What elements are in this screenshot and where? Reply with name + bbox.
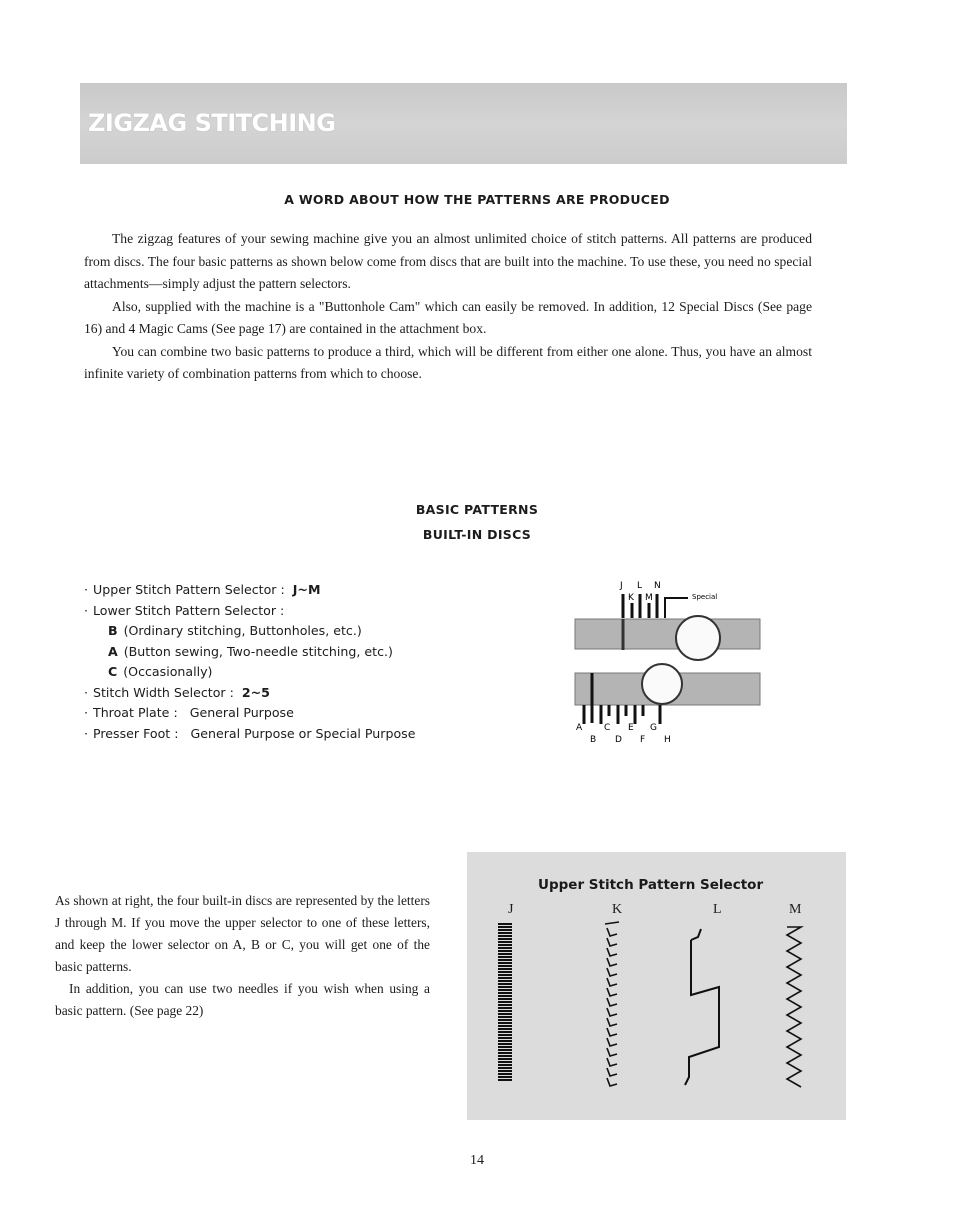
selector-diagram: [570, 578, 770, 748]
basic-patterns-heading: BASIC PATTERNS: [415, 502, 539, 517]
pattern-k-stitch: [605, 922, 619, 1086]
upper-selector-knob: [676, 616, 720, 660]
pattern-panel-title: Upper Stitch Pattern Selector: [538, 877, 764, 893]
svg-text:D: D: [615, 735, 622, 745]
lower-paragraph-2: In addition, you can use two needles if you wish when using a basic pattern. (See page 22): [55, 981, 430, 1018]
lower-selector-spec: · Lower Stitch Pattern Selector :: [84, 602, 285, 618]
page-title: ZIGZAG STITCHING: [88, 109, 336, 137]
pattern-j-stitch: [498, 924, 512, 1080]
label-l: L: [637, 581, 643, 591]
svg-text:C: C: [604, 723, 611, 733]
pattern-letter-j: J: [508, 902, 514, 917]
pattern-letter-l: L: [713, 902, 722, 917]
throat-plate-spec: · Throat Plate : General Purpose: [84, 705, 294, 720]
label-k: K: [628, 593, 634, 603]
stitch-width-value: 2~5: [241, 684, 270, 700]
lower-option-c: C (Occasionally): [108, 664, 213, 679]
page-number: 14: [470, 1153, 484, 1168]
upper-selector-spec: · Upper Stitch Pattern Selector : J~M: [84, 582, 321, 597]
lower-text: [55, 890, 430, 1022]
lower-option-a: A (Button sewing, Two-needle stitching, etc.): [108, 643, 393, 659]
svg-text:A: A: [576, 723, 583, 733]
lower-selector-ticks: [584, 705, 660, 724]
pattern-panel: [467, 852, 846, 1120]
intro-text: [84, 228, 812, 386]
upper-selector-value: J~M: [292, 582, 321, 597]
intro-paragraph-3: You can combine two basic patterns to produce a third, which will be different from either one alone. Thus, you have an almost infinite variety of combination patterns from which to choose.: [84, 343, 812, 381]
label-n: N: [654, 581, 661, 591]
pattern-letter-k: K: [612, 902, 623, 917]
title-banner: [80, 83, 847, 164]
lower-option-b: B (Ordinary stitching, Buttonholes, etc.): [108, 623, 362, 638]
pattern-m-stitch: [787, 927, 801, 1087]
presser-foot-spec: · Presser Foot : General Purpose or Special Purpose: [84, 725, 416, 741]
lower-selector-knob: [642, 664, 682, 704]
label-special: Special: [692, 593, 718, 601]
lower-paragraph-1: As shown at right, the four built-in discs are represented by the letters J through M. If you move the upper selector to one of these letters, and keep the lower selector on A, B or C, you will get one of the basic patterns.: [55, 893, 430, 974]
intro-paragraph-1: The zigzag features of your sewing machine give you an almost unlimited choice of stitch patterns. All patterns are produced from discs. The four basic patterns as shown below come from discs that are built into the machine. To use these, you need no special attachments—simply adjust the pattern selectors.: [84, 231, 812, 291]
pattern-l-stitch: [685, 929, 719, 1085]
settings-list: [84, 580, 514, 744]
svg-text:B: B: [590, 735, 597, 745]
svg-text:G: G: [650, 723, 657, 733]
built-in-discs-heading: BUILT-IN DISCS: [422, 527, 532, 542]
upper-selector-bar: [575, 619, 760, 649]
section-heading: A WORD ABOUT HOW THE PATTERNS ARE PRODUCED: [284, 192, 670, 207]
svg-text:F: F: [640, 735, 646, 745]
svg-text:E: E: [628, 723, 634, 733]
intro-paragraph-2: Also, supplied with the machine is a "Buttonhole Cam" which can easily be removed. In addition, 12 Special Discs (See page 16) and 4 Magic Cams (See page 17) are contained in the attachment box.: [84, 298, 812, 336]
svg-text:H: H: [664, 735, 671, 745]
stitch-width-spec: · Stitch Width Selector : 2~5: [84, 684, 270, 700]
label-j: J: [620, 581, 623, 591]
label-m: M: [645, 593, 653, 603]
pattern-letter-m: M: [789, 902, 802, 917]
